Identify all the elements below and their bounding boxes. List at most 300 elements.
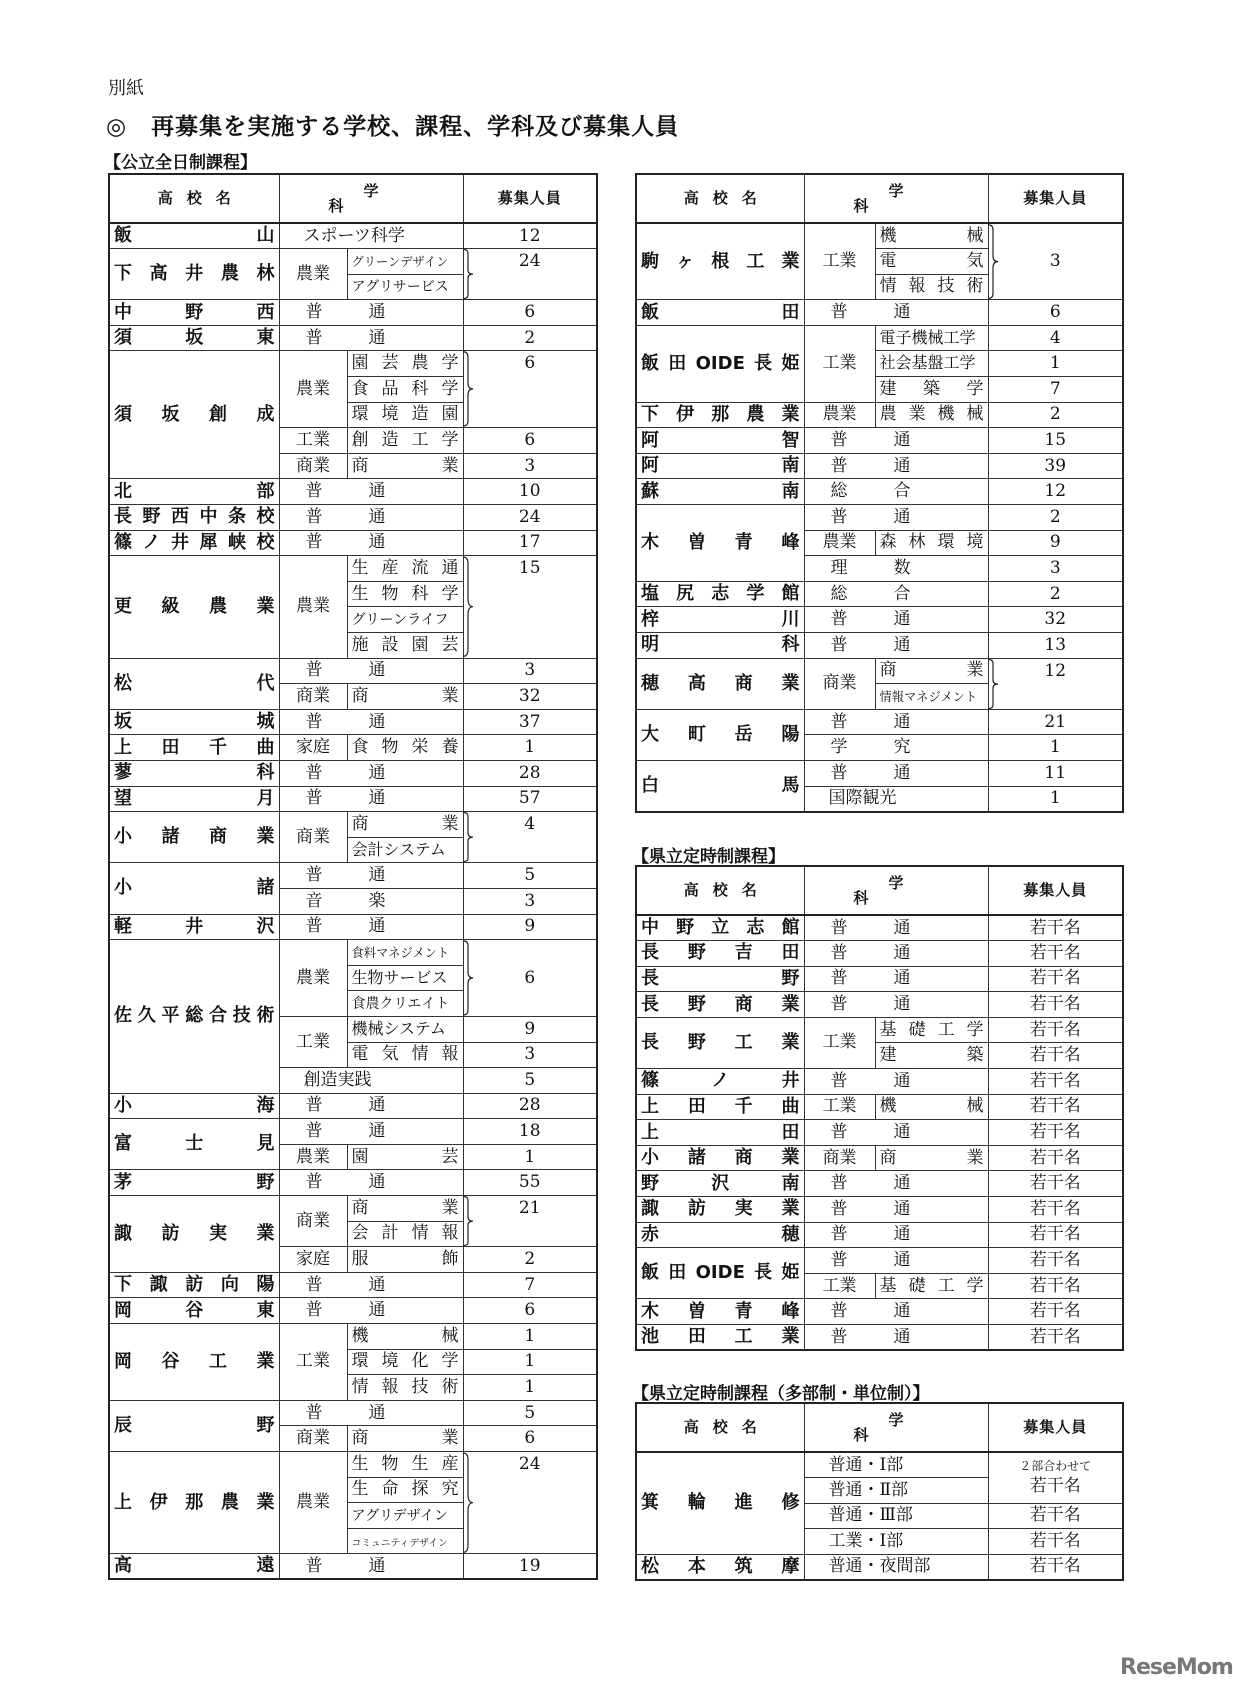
table-row [109,709,597,735]
school-name-cell [636,325,804,402]
table-row [636,1197,1123,1223]
recruit-count-cell [463,325,597,351]
field-name: 普通 [830,634,911,655]
subject-name: 基礎工学 [879,1019,984,1040]
field-name: 普通 [830,430,911,451]
school-name-cell [109,863,279,914]
school-name: 小諸商業 [641,1147,800,1169]
school-name: 佐久平総合技術 [114,1005,275,1027]
recruit-count-cell [463,888,597,914]
header-school-label: 高校名 [683,189,771,207]
subject-name: 生物生産 [351,1453,459,1474]
school-name: 須坂創成 [114,403,275,425]
field-name: 普通 [305,1274,386,1295]
school-name: 上田千曲 [114,736,275,758]
recruit-count-cell [988,479,1123,505]
recruit-count-cell [988,735,1123,761]
table-row [636,300,1123,326]
recruit-count: 6 [524,430,536,451]
recruit-count-cell [988,1503,1123,1529]
recruit-count-cell [988,1197,1123,1223]
school-name: 下高井農林 [114,263,275,285]
recruit-count: 1 [463,1324,597,1350]
subject-cell [347,556,463,582]
table-row [636,709,1123,735]
field-cell [279,223,463,249]
course-category: 農業 [279,351,347,428]
recruit-count: 若干名 [1029,1198,1081,1219]
course-category: 工業 [804,1094,875,1120]
header-row [636,174,1123,223]
school-name-cell [636,1452,804,1554]
school-name-cell [636,1554,804,1580]
field-name: 普通 [830,994,911,1015]
school-name: 小諸 [114,877,275,899]
school-name: 蘇南 [641,480,800,502]
recruit-count: 1 [1049,788,1061,809]
table-row [109,300,597,326]
subject-name: 生命探究 [351,1479,459,1500]
recruit-count-cell [463,556,597,658]
header-field-label: 学科 [853,1410,974,1444]
recruit-count-cell [988,1094,1123,1120]
recruit-count: 若干名 [1029,1147,1081,1168]
header-field-label: 学科 [328,181,449,215]
table-body [636,223,1123,812]
recruit-count: 55 [518,1172,541,1193]
school-name-cell [636,1248,804,1299]
table-row [109,863,597,889]
table-row [636,941,1123,967]
field-cell [279,325,463,351]
subject-name: 会計システム [351,839,446,859]
field-name: 普通 [305,1121,386,1142]
table-row [109,1298,597,1324]
field-name: 普通 [830,302,911,323]
field-cell [279,1554,463,1580]
subject-name: 農業機械 [879,404,984,425]
school-name-cell [109,1119,279,1170]
field-name: 普通 [305,327,386,348]
header-count [988,174,1123,223]
field-name: 普通 [830,1224,911,1245]
recruit-count-cell [463,351,597,428]
recruit-count-cell [988,1120,1123,1146]
recruit-count: 57 [518,788,541,809]
subject-cell [347,1221,463,1247]
recruit-count-cell [988,530,1123,556]
school-name-cell [109,1452,279,1554]
school-name: 箕輪進修 [641,1492,800,1514]
school-name: 上田 [641,1121,800,1143]
subject-name: 創造工学 [351,430,459,451]
recruit-count-cell [463,709,597,735]
field-cell [279,1170,463,1196]
field-cell [279,709,463,735]
table-row [636,428,1123,454]
school-name-cell [109,530,279,556]
subject-name: 情報技術 [879,276,984,297]
recruit-count: 19 [518,1555,541,1576]
field-name: 学究 [830,737,911,758]
subject-name: 機械 [351,1325,459,1346]
subject-name: 商業 [351,1197,459,1218]
subject-cell [347,965,463,991]
school-name: 飯山 [114,225,275,247]
school-name: 飯田OIDE長姫 [641,352,800,374]
header-count [988,866,1123,915]
brace-icon [462,249,474,299]
recruit-count-cell [463,249,597,300]
table-row [109,1400,597,1426]
field-name: 普通 [830,968,911,989]
field-name: 普通 [305,1402,386,1423]
school-name-cell [636,1120,804,1146]
recruit-count-cell [988,633,1123,659]
recruit-count-cell [463,1554,597,1580]
subject-name: 建築学 [879,378,984,399]
field-cell [804,1452,988,1478]
header-row [109,174,597,223]
brace-icon [987,224,999,299]
table-header [636,866,1123,915]
school-name: 岡谷東 [114,1299,275,1321]
school-name-cell [109,1554,279,1580]
field-name: 普通 [305,302,386,323]
recruit-count-cell [463,1068,597,1094]
recruit-count: 15 [1044,430,1067,451]
subject-name: 機械 [879,1096,984,1117]
school-name-cell [636,1017,804,1068]
table-body [636,915,1123,1350]
field-cell [804,1554,988,1580]
brace-icon [462,812,474,862]
field-cell [804,1069,988,1095]
recruit-count: 9 [463,1016,597,1042]
school-name: 篠ノ井 [641,1070,800,1092]
subject-cell [347,1042,463,1068]
recruit-count: 若干名 [988,1043,1123,1069]
header-school-label: 高校名 [157,189,245,207]
field-name: 普通 [305,1095,386,1116]
school-name: 茅野 [114,1171,275,1193]
school-name-cell [636,633,804,659]
table-row [109,530,597,556]
recruit-count: 2 [1049,583,1061,604]
recruit-count-cell [988,1273,1123,1299]
field-name: 普通 [830,917,911,938]
recruit-count-cell [988,1069,1123,1095]
recruit-count: 6 [524,967,536,988]
subject-cell [347,1528,463,1554]
subject-name: コミュニティデザイン [351,1537,448,1549]
recruit-count-cell [988,966,1123,992]
recruit-count: 4 [988,325,1123,351]
school-name-cell [109,1324,279,1401]
recruit-count: 13 [1044,634,1067,655]
field-name: 普通 [830,1198,911,1219]
school-name: 富士見 [114,1133,275,1155]
subject-name: 社会基盤工学 [879,353,976,373]
recruit-count-cell [988,1145,1123,1171]
field-cell [279,300,463,326]
course-category: 工業 [279,1324,347,1401]
table-row [636,479,1123,505]
subject-name: 建築 [879,1045,984,1066]
recruit-count-cell [988,505,1123,531]
header-school [636,1403,804,1452]
recruit-count: 2 [1049,506,1061,527]
table-row [109,1272,597,1298]
recruit-count-cell [463,1170,597,1196]
field-name: 普通 [830,762,911,783]
recruit-count-cell [463,1272,597,1298]
header-count [988,1403,1123,1452]
header-field [279,174,463,223]
school-name-cell [109,735,279,761]
header-field [804,866,988,915]
recruit-count: 若干名 [1029,1122,1081,1143]
school-name-cell [636,607,804,633]
table-row [636,1069,1123,1095]
table-header [109,174,597,223]
field-name: 普通 [305,506,386,527]
recruit-count: 12 [1044,481,1067,502]
table-row [636,1145,1123,1171]
recruit-count: 11 [1044,762,1067,783]
subject-cell [347,351,463,377]
subject-name: 商業 [879,660,984,681]
recruit-count-cell [988,709,1123,735]
field-name: 普通 [830,609,911,630]
recruit-count: 1 [988,351,1123,377]
recruit-count: 9 [1049,532,1061,553]
field-cell [279,863,463,889]
school-name: 飯田OIDE長姫 [641,1262,800,1284]
field-cell [804,1171,988,1197]
recruit-count: 6 [1049,302,1061,323]
field-name: 国際観光 [828,788,897,809]
school-name-cell [636,402,804,428]
table-body [109,223,597,1579]
field-name: 理数 [830,558,911,579]
subject-name: グリーンデザイン [351,254,449,269]
field-name: 普通 [830,455,911,476]
school-name-cell [109,556,279,658]
recruit-count-cell [988,915,1123,941]
recruit-count-cell [463,658,597,684]
field-cell [804,479,988,505]
subject-cell [347,1426,463,1452]
subject-name: 情報技術 [351,1377,459,1398]
table-row [109,223,597,249]
table-row [636,1248,1123,1274]
school-name-cell [636,581,804,607]
recruit-count: 若干名 [1029,1250,1081,1271]
school-name: 下諏訪向陽 [114,1274,275,1296]
recruit-count: 9 [524,916,536,937]
recruit-count-cell [988,607,1123,633]
header-school-label: 高校名 [683,881,771,899]
recruit-count-cell [463,940,597,1017]
subject-cell [875,351,988,377]
fulltime-table-left [108,173,598,1580]
course-category: 商業 [279,812,347,863]
subject-name: 機械 [879,225,984,246]
course-category: 商業 [804,658,875,709]
field-cell [279,1093,463,1119]
school-name-cell [109,914,279,940]
field-cell [804,428,988,454]
recruit-count-cell [988,402,1123,428]
field-name: 普通 [305,481,386,502]
subject-cell [875,684,988,710]
table-row [636,1299,1123,1325]
field-name: 普通 [830,711,911,732]
subject-cell [875,325,988,351]
school-name-cell [636,453,804,479]
school-name: 長野西中条校 [114,506,275,528]
school-name-cell [636,941,804,967]
field-cell [804,1503,988,1529]
school-name-cell [636,760,804,811]
field-cell [804,760,988,786]
header-school [109,174,279,223]
table-row [636,223,1123,249]
school-name-cell [636,1299,804,1325]
field-name: 普通 [830,1173,911,1194]
field-name: 普通・Ⅱ部 [828,1479,909,1500]
recruit-count: 24 [518,1454,541,1474]
table-row [636,915,1123,941]
subject-name: 生物科学 [351,583,459,604]
recruit-count: 6 [524,1428,536,1449]
field-cell [804,1529,988,1555]
header-school [636,866,804,915]
subject-name: 食物栄養 [351,737,459,758]
subject-cell [875,249,988,275]
school-name: 塩尻志学館 [641,583,800,605]
subject-name: 生物サービス [351,967,448,987]
subject-cell [875,223,988,249]
field-name: 普通 [830,1250,911,1271]
subject-cell [875,1145,988,1171]
school-name-cell [109,709,279,735]
recruit-count-cell [988,300,1123,326]
school-name: 小諸商業 [114,826,275,848]
field-cell [279,888,463,914]
school-name-cell [109,1196,279,1273]
field-name: 音楽 [305,890,386,911]
recruit-count: 5 [524,865,536,886]
subject-name: 基礎工学 [879,1275,984,1296]
subject-cell [347,1247,463,1273]
subject-cell [347,377,463,403]
recruit-count: 6 [524,1300,536,1321]
subject-name: 園芸 [351,1146,459,1167]
school-name: 軽井沢 [114,915,275,937]
field-name: 普通・夜間部 [828,1556,931,1577]
course-category: 農業 [804,402,875,428]
school-name: 大町岳陽 [641,723,800,745]
subject-name: 森林環境 [879,532,984,553]
subject-name: 電子機械工学 [879,327,976,347]
school-name: 北部 [114,480,275,502]
table-row [636,505,1123,531]
school-name: 松代 [114,672,275,694]
brace-icon [462,556,474,657]
school-name-cell [109,940,279,1094]
field-name: 普通・Ⅲ部 [828,1505,913,1526]
subject-cell [347,1503,463,1529]
recruit-count-cell [988,581,1123,607]
school-name: 池田工業 [641,1326,800,1348]
recruit-count-cell [463,428,597,454]
recruit-count: 21 [518,1198,541,1219]
field-cell [804,1478,988,1504]
school-name: 辰野 [114,1414,275,1436]
school-name-cell [636,505,804,582]
field-cell [279,1272,463,1298]
course-category: 工業 [804,223,875,300]
recruit-count-cell [463,1452,597,1554]
school-name: 木曽青峰 [641,1300,800,1322]
table-row [636,607,1123,633]
subject-cell [875,530,988,556]
header-count-label: 募集人員 [1023,189,1088,207]
recruit-count: 3 [1049,558,1061,579]
resemom-logo: ReseMom [1120,1655,1233,1680]
brace-icon [462,351,474,427]
subject-cell [875,377,988,403]
subject-name: アグリデザイン [351,1507,448,1524]
table-row [109,1554,597,1580]
recruit-count-cell [988,786,1123,812]
school-name: 木曽青峰 [641,531,800,553]
course-category: 商業 [279,1196,347,1247]
field-name: スポーツ科学 [303,225,405,246]
table-row [109,1170,597,1196]
recruit-count-cell [988,1452,1123,1503]
recruit-count: 32 [518,685,541,706]
subject-cell [347,1452,463,1478]
recruit-count-cell [463,863,597,889]
school-name-cell [109,1272,279,1298]
subject-name: 食料マネジメント [351,945,450,960]
table-row [109,1196,597,1222]
recruit-count-cell [463,914,597,940]
school-name: 野沢南 [641,1172,800,1194]
school-name-cell [109,351,279,479]
table-row [636,1325,1123,1351]
school-name: 坂城 [114,711,275,733]
recruit-count-cell [463,223,597,249]
table-row [109,1452,597,1478]
recruit-count-cell [988,1171,1123,1197]
table-header [636,1403,1123,1452]
recruit-count: 17 [518,532,541,553]
section-title-parttime: 【県立定時制課程】 [632,847,785,867]
school-name-cell [109,786,279,812]
recruit-count-cell [463,684,597,710]
school-name-cell [109,479,279,505]
recruit-count-cell [463,1247,597,1273]
table-row [109,940,597,966]
table-row [636,1120,1123,1146]
recruit-count: 15 [518,558,541,579]
table-row [109,505,597,531]
header-count [463,174,597,223]
